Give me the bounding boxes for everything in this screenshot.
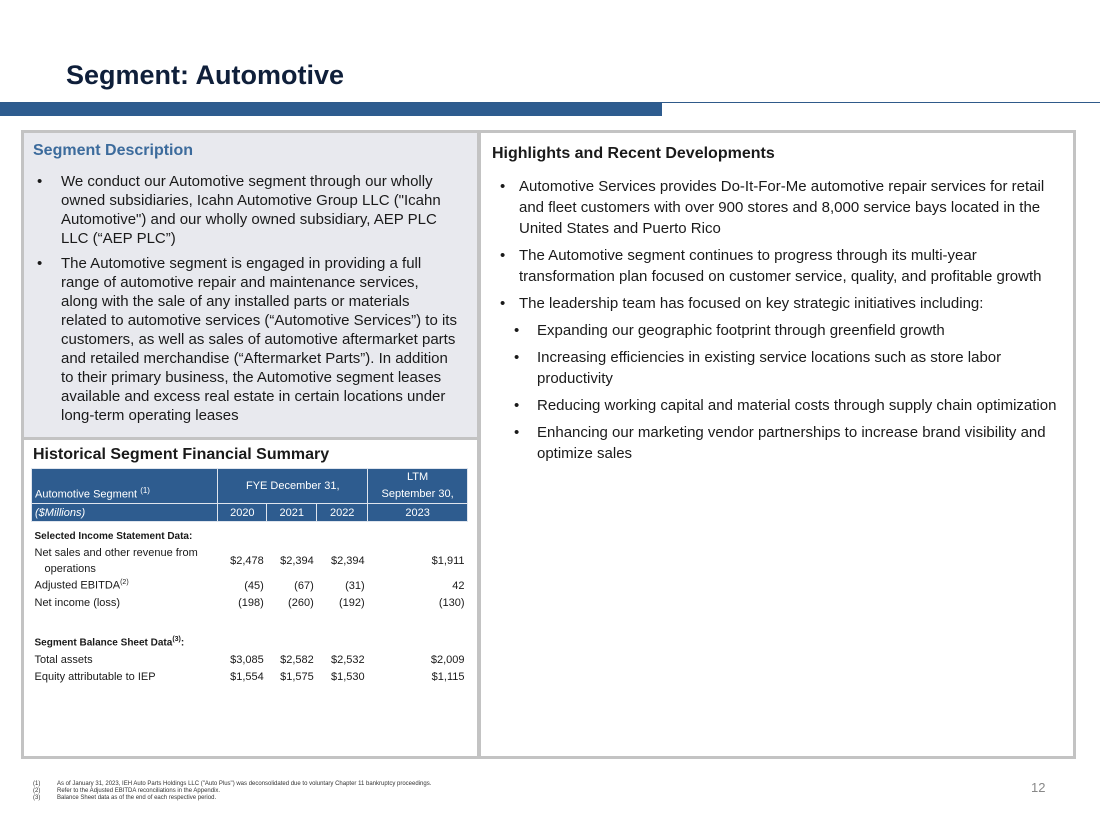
header-year-cell: 2023 [368,504,468,522]
highlight-sub-bullet: • Reducing working capital and material costs through supply chain optimization [492,395,1067,416]
highlight-sub-bullet: • Expanding our geographic footprint through greenfield growth [492,320,1067,341]
income-section-label: Selected Income Statement Data: [34,531,193,542]
description-bullet: • We conduct our Automotive segment through our wholly owned subsidiaries, Icahn Automotive Group LLC ("Icahn Automotive") and our wholly owned subsidiary, AEP PLC LLC (“AEP PLC”) [28,172,458,248]
description-bullet: • The Automotive segment is engaged in providing a full range of automotive repair and maintenance services, along with the sale of any installed parts or materials related to automotive services (“Automotive Services”) to its customers, as well as sales of automotive aftermarket parts and retailed merchandise (“Aftermarket Parts”). In addition to their primary business, the Automotive segment leases available and excess real estate in certain locations under long-term operating leases [28,254,458,425]
segment-description-list [28,172,458,431]
highlight-bullet: • Automotive Services provides Do-It-For-Me automotive repair services for retail and fleet customers with over 900 stores and 8,000 service bays located in the United States and Puerto Rico [492,176,1067,239]
footnote-ref: (1) [140,486,150,496]
footnote: (1) As of January 31, 2023, IEH Auto Parts Holdings LLC ("Auto Plus") was deconsolidated due to voluntary Chapter 11 bankruptcy proceedings. [33,781,432,787]
table-cell: $2,478 [230,555,264,567]
horizontal-divider [21,437,480,440]
row-label: Net sales and other revenue from operations [34,547,198,575]
header-year-cell: 2022 [317,504,368,522]
section-row [32,522,468,546]
section-row [32,628,468,651]
table-cell: $2,394 [280,555,314,567]
table-cell: (31) [345,579,365,592]
page-number: 12 [1031,780,1046,795]
row-label: Equity attributable to IEP [34,670,156,683]
header-accent-bar [0,103,662,116]
highlight-bullet: • The leadership team has focused on key strategic initiatives including: [492,293,1067,314]
highlight-sub-bullet: • Enhancing our marketing vendor partnerships to increase brand visibility and optimize sales [492,422,1067,464]
table-row [32,651,468,668]
header-year-cell: 2021 [267,504,317,522]
table-cell: $1,911 [431,555,465,567]
footnote: (3) Balance Sheet data as of the end of each respective period. [33,795,217,801]
financial-summary-table [31,468,468,685]
table-row [32,545,468,577]
table-cell: $1,575 [280,670,314,683]
table-cell: $2,532 [331,653,365,666]
highlights-list [492,176,1067,470]
row-label: Adjusted EBITDA$^{(2)}$ [34,579,129,592]
segment-description-title: Segment Description [33,142,194,159]
balance-section-label: Segment Balance Sheet Data$^{(3)}$: [34,636,185,649]
table-cell: (67) [294,579,314,592]
header-segment-cell: Automotive Segment $^{(1)}$ [32,469,218,504]
table-cell: $2,582 [280,653,314,666]
footnotes [33,781,431,802]
header-units-cell: ($Millions) [32,504,218,522]
table-cell: $2,009 [430,653,465,666]
table-header-row [32,469,468,504]
header-ltm-cell: LTM September 30, [368,469,468,504]
table-row [32,577,468,594]
table-cell: $2,394 [331,555,365,567]
table-cell: $1,530 [331,670,365,683]
vertical-divider [477,130,481,759]
table-cell: (130) [438,596,465,609]
page-title: Segment: Automotive [66,60,345,90]
header-year-cell: 2020 [218,504,267,522]
table-cell: (198) [238,596,264,609]
table-cell: (260) [288,596,314,609]
table-cell: (45) [244,579,264,592]
financial-summary-title: Historical Segment Financial Summary [33,446,330,463]
table-cell: $1,115 [431,670,465,683]
highlight-bullet: • The Automotive segment continues to progress through its multi-year transformation plan focused on customer service, quality, and profitable growth [492,245,1067,287]
highlight-sub-bullet: • Increasing efficiencies in existing service locations such as store labor productivity [492,347,1067,389]
footnote: (2) Refer to the Adjusted EBITDA reconciliations in the Appendix. [33,788,221,794]
header-fye-cell: FYE December 31, [218,469,368,504]
table-cell: $1,554 [230,670,264,683]
spacer-row [32,611,468,628]
footnote-ref: (2) [120,579,129,587]
row-label: Net income (loss) [34,596,121,609]
table-row [32,594,468,611]
highlights-title: Highlights and Recent Developments [492,145,775,162]
row-label: Total assets [34,653,93,666]
table-subheader-row [32,504,468,522]
footnote-ref: (3) [172,636,181,644]
table-row [32,668,468,685]
table-cell: (192) [338,596,365,609]
table-cell: 42 [452,579,465,592]
table-cell: $3,085 [230,653,264,666]
